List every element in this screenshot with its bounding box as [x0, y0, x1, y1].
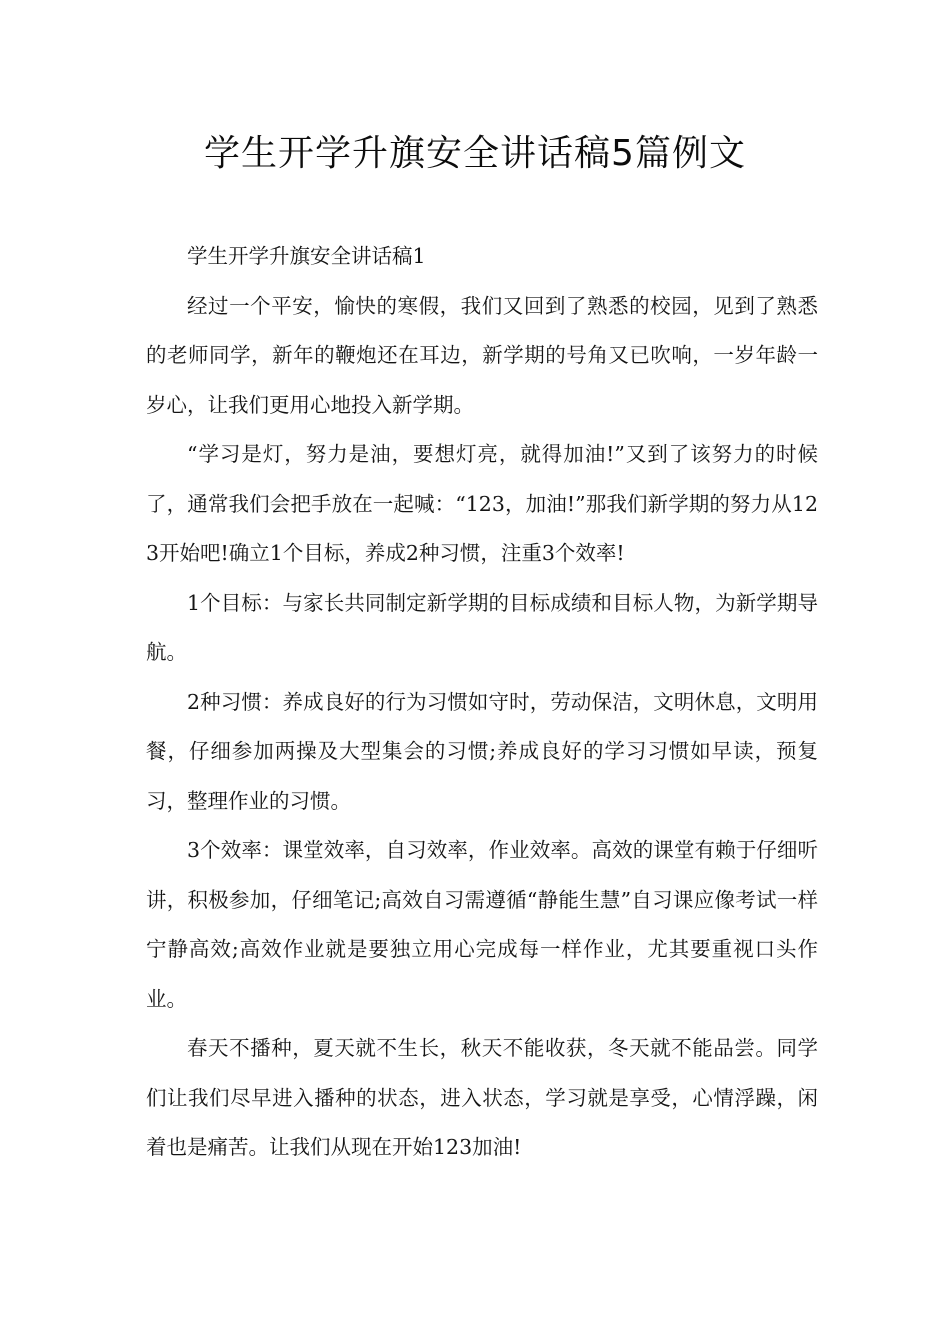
paragraph-intro: 经过一个平安，愉快的寒假，我们又回到了熟悉的校园，见到了熟悉的老师同学，新年的鞭炮还在耳边，新学期的号角又已吹响，一岁年龄一岁心，让我们更用心地投入新学期。 — [146, 293, 818, 417]
paragraph-slogan: “学习是灯，努力是油，要想灯亮，就得加油!”又到了该努力的时候了，通常我们会把手放在一起喊：“123，加油!”那我们新学期的努力从123开始吧!确立1个目标，养成2种习惯，注重3个效率! — [146, 442, 818, 565]
document-title: 学生开学升旗安全讲话稿5篇例文 — [204, 133, 746, 174]
paragraph-two-habits: 2种习惯：养成良好的行为习惯如守时，劳动保洁，文明休息，文明用餐，仔细参加两操及大型集会的习惯;养成良好的学习习惯如早读，预复习，整理作业的习惯。 — [146, 689, 818, 813]
document-body — [146, 232, 818, 1173]
section-heading: 学生开学升旗安全讲话稿1 — [187, 244, 426, 268]
paragraph-three-efficiencies: 3个效率：课堂效率，自习效率，作业效率。高效的课堂有赖于仔细听讲，积极参加，仔细笔记;高效自习需遵循“静能生慧”自习课应像考试一样宁静高效;高效作业就是要独立用心完成每一样作业，尤其要重视口头作业。 — [146, 838, 818, 1011]
paragraph-closing: 春天不播种，夏天就不生长，秋天不能收获，冬天就不能品尝。同学们让我们尽早进入播种的状态，进入状态，学习就是享受，心情浮躁，闲着也是痛苦。让我们从现在开始123加油! — [146, 1036, 818, 1159]
paragraph-one-goal: 1个目标：与家长共同制定新学期的目标成绩和目标人物，为新学期导航。 — [146, 590, 818, 664]
